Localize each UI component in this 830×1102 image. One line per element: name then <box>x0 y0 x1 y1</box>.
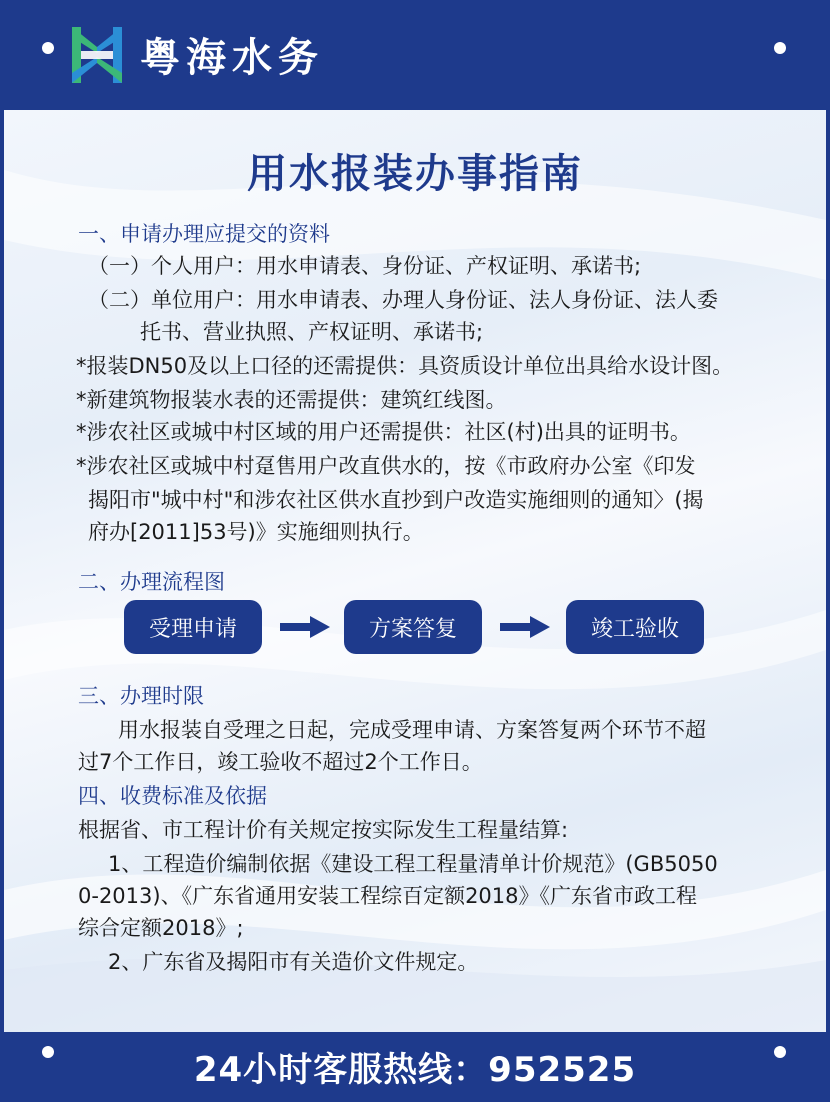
materials-note: *报装DN50及以上口径的还需提供：具资质设计单位出具给水设计图。 <box>76 354 734 378</box>
section-heading-fees: 四、收费标准及依据 <box>78 784 267 808</box>
flow-step-accept: 受理申请 <box>124 600 262 654</box>
fees-line: 0-2013)、《广东省通用安装工程综百定额2018》《广东省市政工程 <box>78 884 698 908</box>
fees-line: 综合定额2018》; <box>78 916 244 940</box>
fees-line: 根据省、市工程计价有关规定按实际发生工程量结算: <box>78 818 569 842</box>
materials-note: *涉农社区或城中村区域的用户还需提供：社区(村)出具的证明书。 <box>76 420 691 444</box>
fees-line: 1、工程造价编制依据《建设工程工程量清单计价规范》(GB5050 <box>108 852 718 876</box>
header-bar <box>0 0 830 110</box>
arrow-right-icon <box>500 616 550 638</box>
timelimit-line: 用水报装自受理之日起，完成受理申请、方案答复两个环节不超 <box>118 718 706 742</box>
flow-step-acceptance: 竣工验收 <box>566 600 704 654</box>
rivet-top-right <box>774 42 786 54</box>
materials-line: （二）单位用户：用水申请表、办理人身份证、法人身份证、法人委 <box>88 288 718 312</box>
arrow-right-icon <box>280 616 330 638</box>
timelimit-line: 过7个工作日，竣工验收不超过2个工作日。 <box>78 750 483 774</box>
section-heading-timelimit: 三、办理时限 <box>78 684 204 708</box>
yuehai-water-logo-icon <box>70 23 124 87</box>
brand-name: 粤海水务 <box>140 34 324 81</box>
page-title: 用水报装办事指南 <box>247 151 583 197</box>
materials-line: （一）个人用户：用水申请表、身份证、产权证明、承诺书; <box>88 254 642 278</box>
hotline-text: 24小时客服热线：952525 <box>193 1050 637 1090</box>
flow-step-plan: 方案答复 <box>344 600 482 654</box>
section-heading-process: 二、办理流程图 <box>78 570 225 594</box>
materials-note: *涉农社区或城中村趸售用户改直供水的，按《市政府办公室《印发 <box>76 454 696 478</box>
section-heading-materials: 一、申请办理应提交的资料 <box>78 222 330 246</box>
materials-line: 托书、营业执照、产权证明、承诺书; <box>140 320 484 344</box>
materials-note: 府办[2011]53号)》实施细则执行。 <box>88 520 424 544</box>
rivet-top-left <box>42 42 54 54</box>
materials-note: 揭阳市"城中村"和涉农社区供水直抄到户改造实施细则的通知〉(揭 <box>88 488 704 512</box>
fees-line: 2、广东省及揭阳市有关造价文件规定。 <box>108 950 479 974</box>
materials-note: *新建筑物报装水表的还需提供：建筑红线图。 <box>76 388 507 412</box>
